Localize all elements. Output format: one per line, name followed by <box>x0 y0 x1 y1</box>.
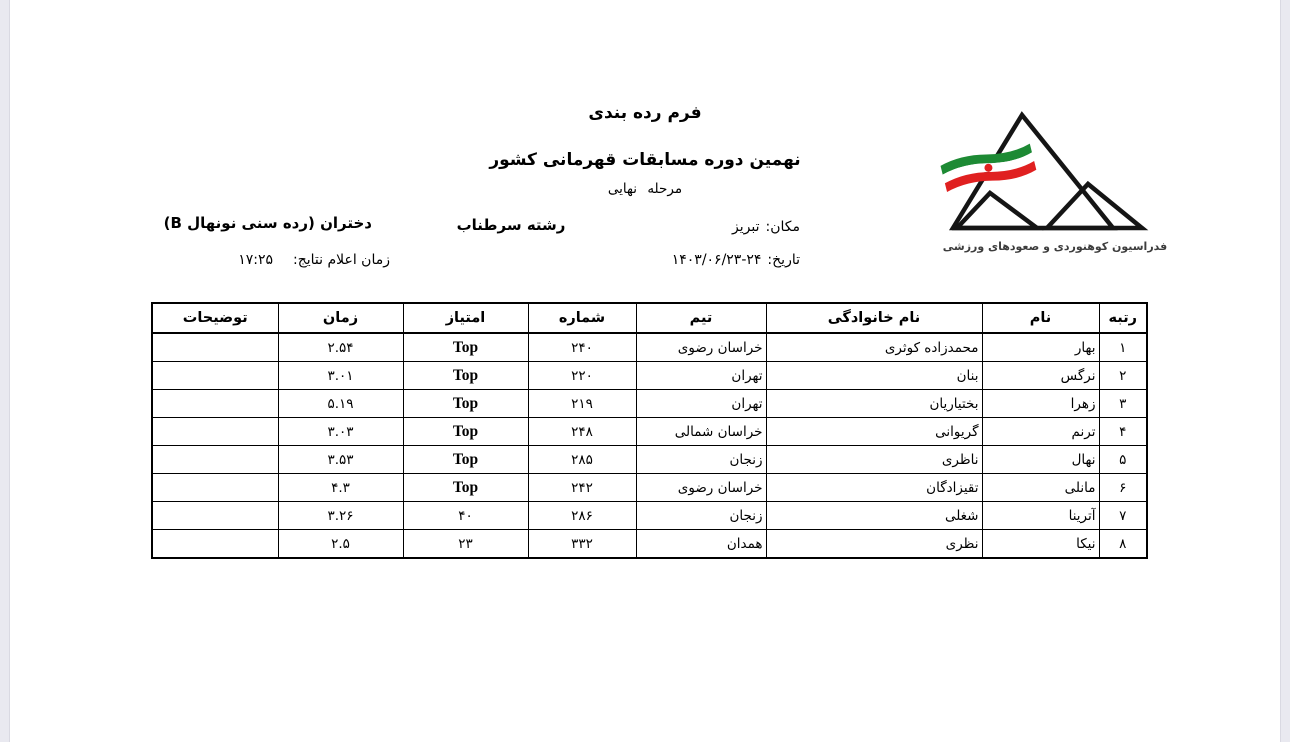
cell-rank: ۱ <box>1099 333 1147 362</box>
results-time-label: زمان اعلام نتایج: <box>292 252 390 268</box>
cell-time: ۲.۵۴ <box>278 333 403 362</box>
cell-first-name: آترینا <box>982 502 1099 530</box>
location-label: مکان: <box>765 219 800 235</box>
cell-team: زنجان <box>636 502 766 530</box>
header-team: تیم <box>636 303 766 333</box>
cell-bib-number: ۲۴۰ <box>528 333 636 362</box>
header-time: زمان <box>278 303 403 333</box>
cell-rank: ۷ <box>1099 502 1147 530</box>
viewer-left-margin <box>0 0 10 742</box>
cell-notes <box>152 502 278 530</box>
category-label: دختران (رده سنی نونهال B) <box>163 214 372 232</box>
viewer-right-margin <box>1280 0 1290 742</box>
cell-first-name: بهار <box>982 333 1099 362</box>
cell-score: Top <box>403 333 528 362</box>
results-table-header <box>152 303 1147 333</box>
results-table-body <box>152 333 1147 558</box>
header-notes: توضیحات <box>152 303 278 333</box>
cell-score: Top <box>403 418 528 446</box>
cell-team: تهران <box>636 362 766 390</box>
table-row <box>152 446 1147 474</box>
cell-score: Top <box>403 390 528 418</box>
table-row <box>152 502 1147 530</box>
results-table <box>151 302 1148 559</box>
header-row <box>152 303 1147 333</box>
cell-rank: ۶ <box>1099 474 1147 502</box>
cell-first-name: ترنم <box>982 418 1099 446</box>
cell-first-name: نهال <box>982 446 1099 474</box>
header-rank: رتبه <box>1099 303 1147 333</box>
cell-score: Top <box>403 362 528 390</box>
header-first-name: نام <box>982 303 1099 333</box>
cell-rank: ۲ <box>1099 362 1147 390</box>
table-row <box>152 362 1147 390</box>
stage-label: مرحله نهایی <box>607 181 683 197</box>
cell-bib-number: ۲۸۵ <box>528 446 636 474</box>
cell-bib-number: ۲۴۲ <box>528 474 636 502</box>
cell-team: خراسان رضوی <box>636 333 766 362</box>
cell-first-name: نیکا <box>982 530 1099 559</box>
cell-bib-number: ۲۸۶ <box>528 502 636 530</box>
mountain-icon <box>935 100 1175 250</box>
cell-last-name: محمدزاده کوثری <box>766 333 982 362</box>
table-row <box>152 390 1147 418</box>
cell-notes <box>152 333 278 362</box>
cell-team: خراسان رضوی <box>636 474 766 502</box>
cell-last-name: تقیزادگان <box>766 474 982 502</box>
cell-rank: ۸ <box>1099 530 1147 559</box>
table-row <box>152 418 1147 446</box>
iran-flag-icon <box>940 141 1037 195</box>
cell-bib-number: ۲۴۸ <box>528 418 636 446</box>
header-score: امتیاز <box>403 303 528 333</box>
cell-time: ۳.۰۱ <box>278 362 403 390</box>
form-document <box>10 0 1280 742</box>
date-value: ۱۴۰۳/۰۶/۲۳-۲۴ <box>671 252 762 268</box>
cell-score: ۲۳ <box>403 530 528 559</box>
cell-time: ۲.۵ <box>278 530 403 559</box>
cell-notes <box>152 418 278 446</box>
cell-team: تهران <box>636 390 766 418</box>
cell-team: زنجان <box>636 446 766 474</box>
cell-time: ۳.۵۳ <box>278 446 403 474</box>
cell-notes <box>152 530 278 559</box>
cell-time: ۴.۳ <box>278 474 403 502</box>
cell-rank: ۴ <box>1099 418 1147 446</box>
cell-time: ۳.۰۳ <box>278 418 403 446</box>
cell-last-name: بختیاریان <box>766 390 982 418</box>
cell-last-name: ناظری <box>766 446 982 474</box>
table-row <box>152 474 1147 502</box>
form-title: فرم رده بندی <box>588 103 702 123</box>
cell-time: ۳.۲۶ <box>278 502 403 530</box>
logo-caption: فدراسیون کوهنوردی و صعودهای ورزشی <box>942 240 1168 253</box>
cell-notes <box>152 362 278 390</box>
cell-last-name: شغلی <box>766 502 982 530</box>
cell-bib-number: ۲۱۹ <box>528 390 636 418</box>
cell-bib-number: ۲۲۰ <box>528 362 636 390</box>
cell-first-name: نرگس <box>982 362 1099 390</box>
cell-last-name: بنان <box>766 362 982 390</box>
cell-last-name: گریوانی <box>766 418 982 446</box>
cell-team: خراسان شمالی <box>636 418 766 446</box>
location-value: تبریز <box>732 219 760 235</box>
cell-score: Top <box>403 446 528 474</box>
cell-notes <box>152 390 278 418</box>
location-field <box>732 219 800 235</box>
results-time-field <box>238 252 390 268</box>
cell-score: Top <box>403 474 528 502</box>
federation-logo <box>935 100 1175 253</box>
cell-first-name: زهرا <box>982 390 1099 418</box>
date-field <box>672 252 800 268</box>
cell-notes <box>152 474 278 502</box>
cell-score: ۴۰ <box>403 502 528 530</box>
header-last-name: نام خانوادگی <box>766 303 982 333</box>
date-label: تاریخ: <box>767 252 800 268</box>
cell-notes <box>152 446 278 474</box>
discipline-label: رشته سرطناب <box>456 216 566 234</box>
results-time-value: ۱۷:۲۵ <box>238 252 273 268</box>
cell-first-name: مانلی <box>982 474 1099 502</box>
header-bib-number: شماره <box>528 303 636 333</box>
cell-rank: ۳ <box>1099 390 1147 418</box>
cell-rank: ۵ <box>1099 446 1147 474</box>
cell-last-name: نظری <box>766 530 982 559</box>
cell-time: ۵.۱۹ <box>278 390 403 418</box>
table-row <box>152 333 1147 362</box>
cell-bib-number: ۳۳۲ <box>528 530 636 559</box>
event-title: نهمین دوره مسابقات قهرمانی کشور <box>489 150 801 170</box>
cell-team: همدان <box>636 530 766 559</box>
table-row <box>152 530 1147 559</box>
